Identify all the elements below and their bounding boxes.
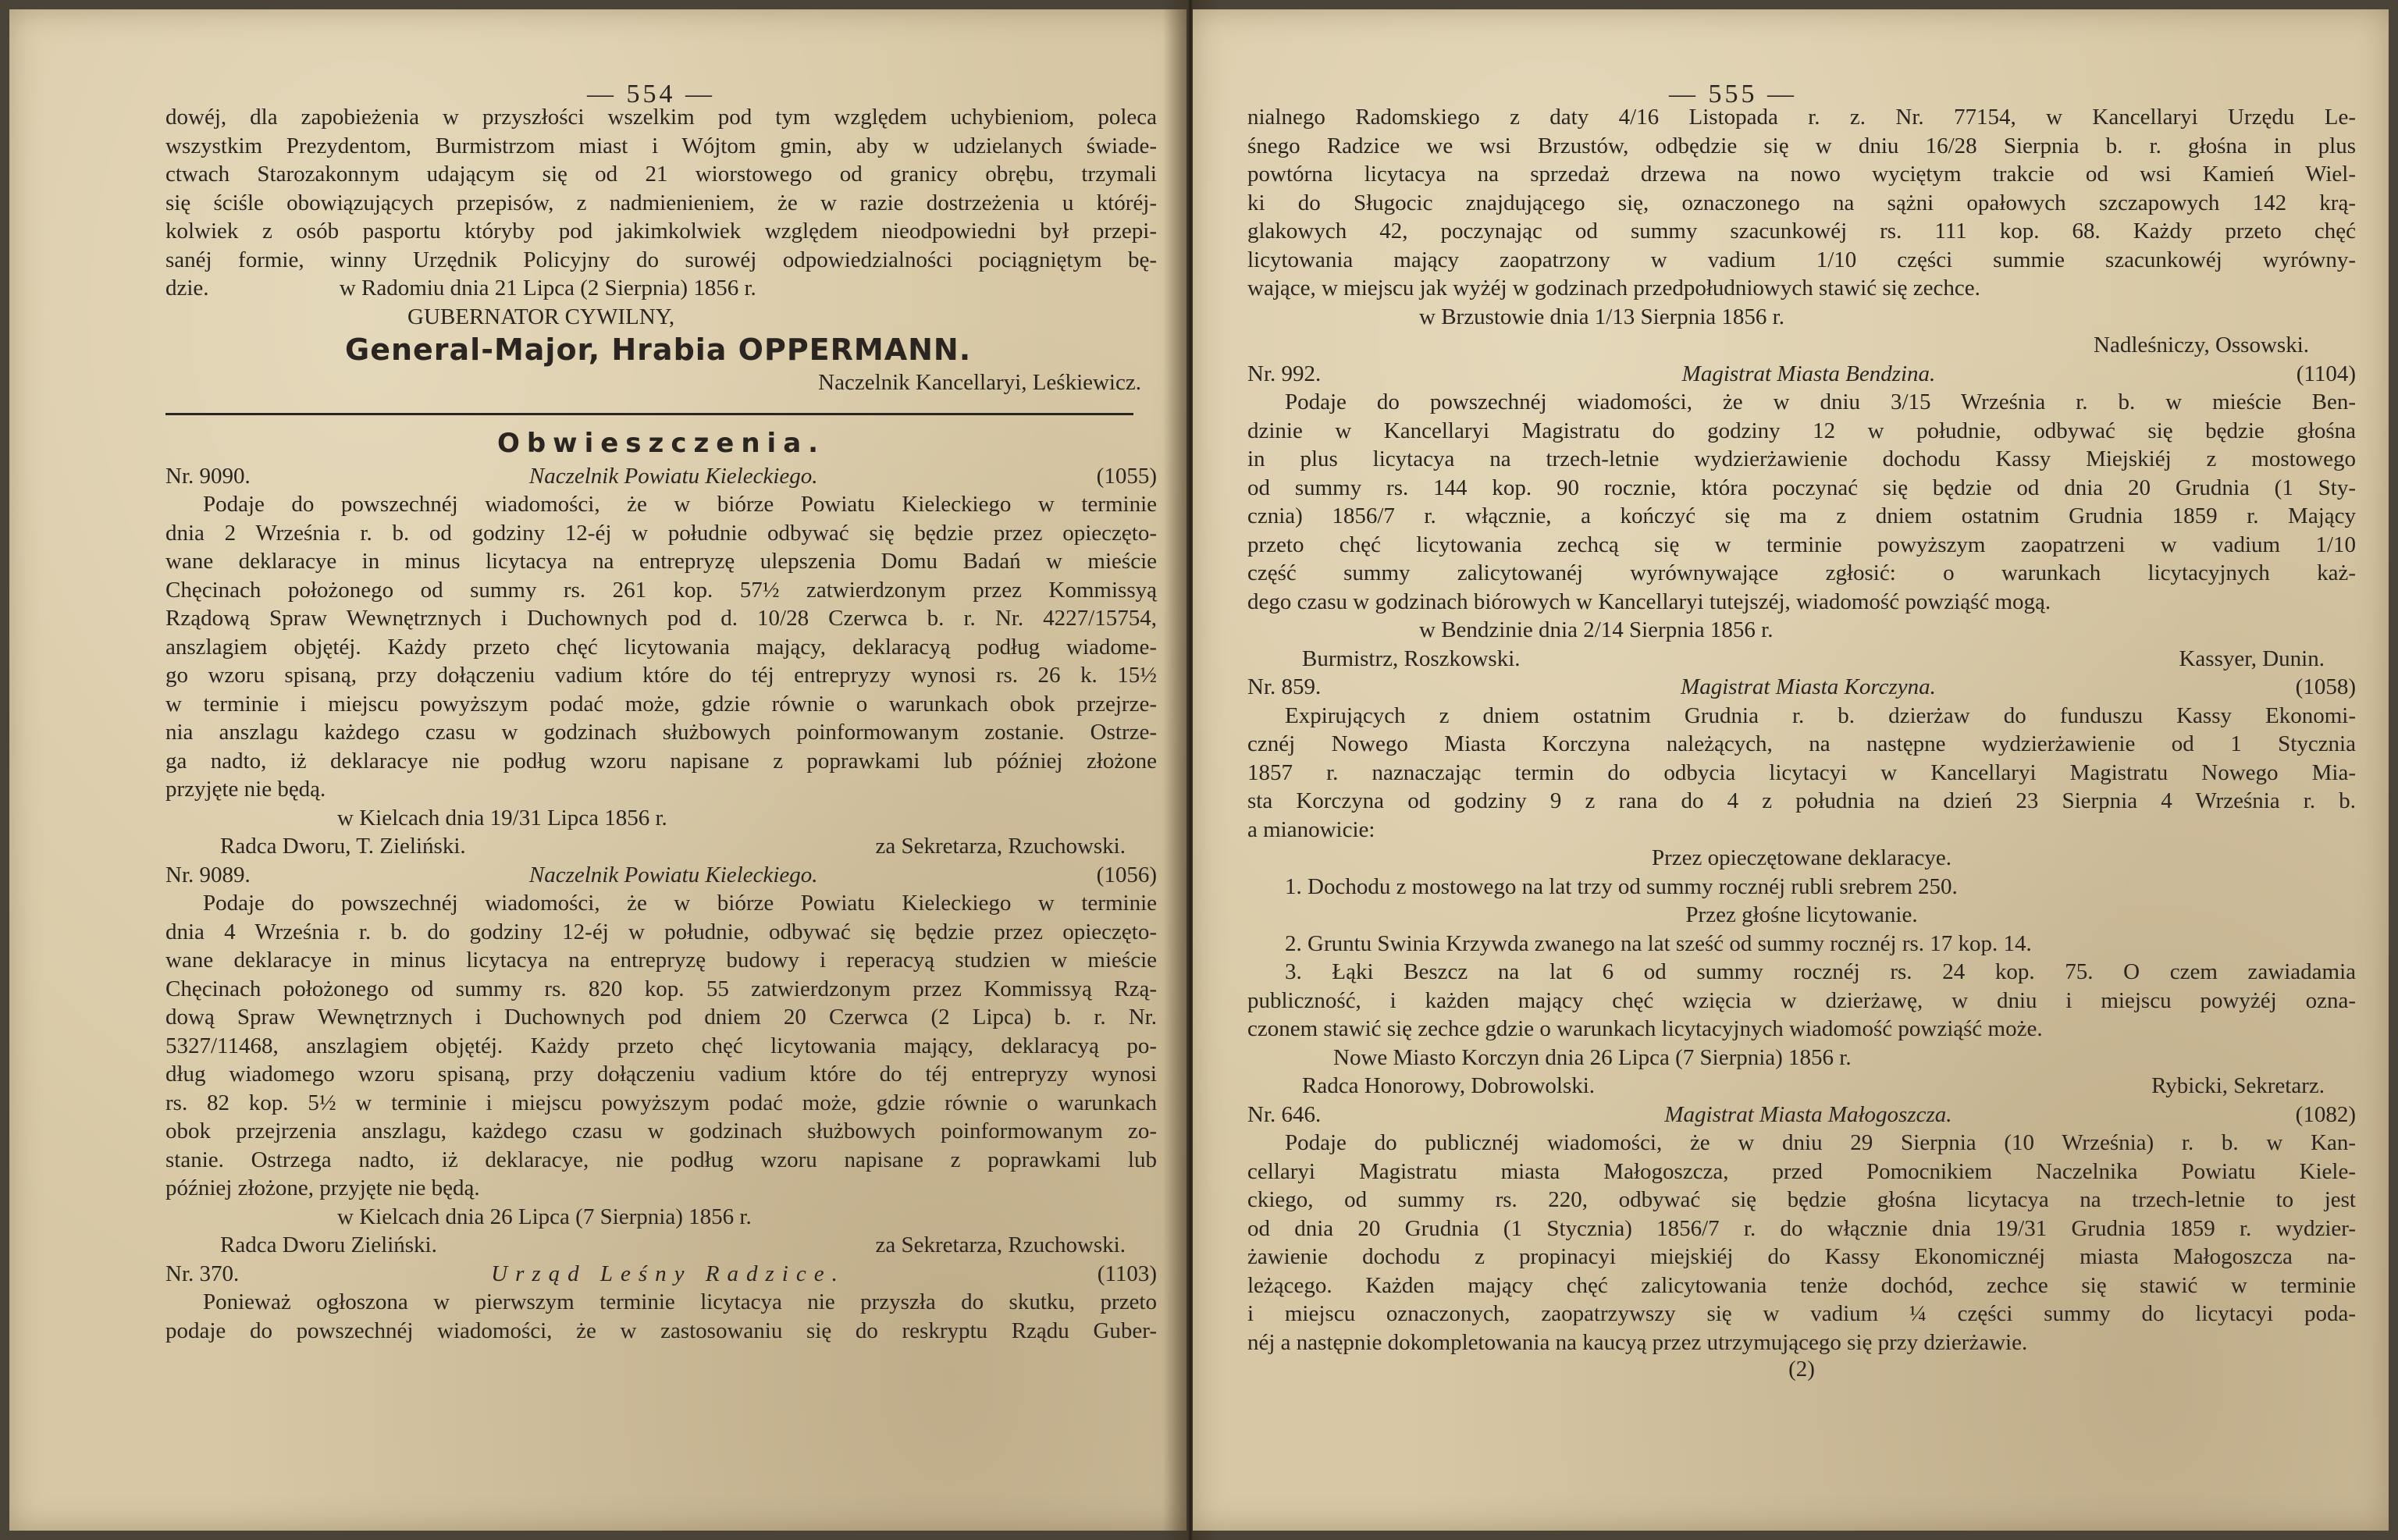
notice-issuer: Magistrat Miasta Korczyna.	[1681, 674, 1936, 699]
text-line: obok przejrzenia anszlagu, każdego czasu w godzinach służbowych poinformowanym zo-	[165, 1119, 1157, 1143]
text-line: żawienie dochodu z propinacyi miejskiéj do Kassy Ekonomicznéj miasta Małogoszcza na-	[1247, 1244, 2356, 1269]
notice-1082	[1247, 1101, 2356, 1357]
notice-1104	[1247, 360, 2356, 674]
text-line: publiczność, i każden mający chęć wzięcia w dzierżawę, w dniu i miejscu powyżéj ozna-	[1247, 987, 2356, 1013]
text-line: Podaje do powszechnéj wiadomości, że w biórze Powiatu Kieleckiego w terminie	[203, 492, 1157, 517]
text-line: Ponieważ ogłoszona w pierwszym terminie licytacya nie przyszła do skutku, przeto	[203, 1289, 1157, 1314]
text-line: nialnego Radomskiego z daty 4/16 Listopada r. z. Nr. 77154, w Kancellaryi Urzędu Le-	[1247, 105, 2356, 130]
text-line: Podaje do publicznéj wiadomości, że w dniu 29 Sierpnia (10 Września) r. b. w Kan-	[1285, 1130, 2356, 1155]
right-page	[1193, 9, 2389, 1531]
text-line: od dnia 20 Grudnia (1 Stycznia) 1856/7 r. do włącznie dnia 19/31 Grudnia 1859 r. wydzier-	[1247, 1215, 2356, 1241]
text-line: cellaryi Magistratu miasta Małogoszcza, przed Pomocnikiem Naczelnika Powiatu Kiele-	[1247, 1158, 2356, 1184]
place-date: w Kielcach dnia 19/31 Lipca 1856 r.	[337, 805, 667, 830]
notice-number: Nr. 859.	[1247, 674, 1322, 699]
forester-signature: Nadleśniczy, Ossowski.	[2094, 333, 2309, 357]
text-line: przeto chęć licytowania zechcą się w terminie powyższym zaopatrzeni w vadium 1/10	[1247, 532, 2356, 557]
text-line: sta Korczyna od godziny 9 z rana do 4 z południa na dzień 23 Sierpnia 4 Września r. b.	[1247, 788, 2356, 813]
text-line: wające, w miejscu jak wyżéj w godzinach przedpołudniowych stawić się zechce.	[1247, 276, 1980, 301]
text-line: néj a następnie dokompletowania na kaucyą przez utrzymującego się przy dzierżawie.	[1247, 1329, 2028, 1355]
list-item: 3. Łąki Beszcz na lat 6 od summy rocznéj rs. 24 kop. 75. O czem zawiadamia	[1285, 959, 2356, 984]
text-line: w terminie i miejscu powyższym podać może, gdzie równie o warunkach obok przejrze-	[165, 691, 1157, 717]
signature-left: Radca Honorowy, Dobrowolski.	[1302, 1073, 1596, 1098]
notice-ref: (1058)	[2295, 674, 2356, 699]
right-page-content	[1247, 103, 2356, 1382]
notice-1055	[165, 462, 1157, 861]
text-line: dzinie w Kancellaryi Magistratu do godziny 12 w południe, odbywać się będzie głośna	[1247, 418, 2356, 443]
notice-number: Nr. 370.	[165, 1261, 240, 1286]
notice-issuer: Urząd Leśny Radzice.	[491, 1261, 845, 1286]
text-line: ckiego, od summy rs. 220, odbywać się będzie głośna licytacya na trzech-letnie to jest	[1247, 1187, 2356, 1212]
text-line: ki do Sługocic znajdującego się, oznaczonego na sążni opałowych szczapowych 142 krą-	[1247, 190, 2356, 215]
list-item: 2. Gruntu Swinia Krzywda zwanego na lat sześć od summy rocznéj rs. 17 kop. 14.	[1285, 930, 2032, 956]
notice-ref: (1056)	[1096, 862, 1157, 887]
text-line: licytowania mający zaopatrzony w vadium 1/10 części summie szacunkowéj wyrówny-	[1247, 247, 2356, 272]
notice-ref: (1082)	[2295, 1101, 2356, 1127]
text-line: stanie. Ostrzega nadto, iż deklaracye, nie podług wzoru napisane z poprawkami lub	[165, 1147, 1157, 1172]
text-line: Expirujących z dniem ostatnim Grudnia r. b. dzierżaw do funduszu Kassy Ekonomi-	[1285, 702, 2356, 728]
text-line: podaje do powszechnéj wiadomości, że w zastosowaniu się do reskryptu Rządu Guber-	[165, 1318, 1157, 1343]
text-line: ga nadto, iż deklaracye nie podług wzoru napisane z poprawkami lub później złożone	[165, 748, 1157, 774]
subheading: Przez głośne licytowanie.	[1685, 902, 1918, 927]
text-line: Podaje do powszechnéj wiadomości, że w dniu 3/15 Września r. b. w mieście Ben-	[1285, 389, 2356, 414]
text-line: później złożone, przyjęte nie będą.	[165, 1175, 480, 1200]
notice-number: Nr. 9089.	[165, 862, 251, 887]
text-line: a mianowicie:	[1247, 816, 1375, 842]
notice-issuer: Magistrat Miasta Bendzina.	[1681, 361, 1936, 386]
text-line: dnia 4 Września r. b. do godziny 12-éj w południe, odbywać się będzie przez opieczęto-	[165, 919, 1157, 944]
notice-header	[165, 861, 1157, 890]
notice-number: Nr. 9090.	[165, 463, 251, 489]
text-line: część summy zalicytowanéj wyrównywające zgłosić: o warunkach licytacyjnych każ-	[1247, 560, 2356, 585]
text-line: rs. 82 kop. 5½ w terminie i miejscu powyższym podać może, gdzie równie o warunkach	[165, 1090, 1157, 1115]
list-item: 1. Dochodu z mostowego na lat trzy od summy rocznéj rubli srebrem 250.	[1285, 873, 1958, 899]
notice-number: Nr. 646.	[1247, 1101, 1322, 1127]
page-number: — 554 —	[587, 80, 715, 108]
notice-issuer: Naczelnik Powiatu Kieleckiego.	[528, 862, 818, 887]
text-line: i miejscu oznaczonych, zaopatrzywszy się w vadium ¼ części summy do licytacyi poda-	[1247, 1301, 2356, 1326]
text-line: wszystkim Prezydentom, Burmistrzom miast i Wójtom gmin, aby w udzielanych świade-	[165, 133, 1157, 158]
left-page	[9, 9, 1187, 1531]
text-line: śnego Radzice we wsi Brzustów, odbędzie się w dniu 16/28 Sierpnia b. r. głośna in plus	[1247, 133, 2356, 158]
notice-1056	[165, 861, 1157, 1260]
top-notice-continuation	[1247, 103, 2356, 360]
text-line: dług wiadomego wzoru spisaną, przy dołączeniu vadium które do téj entrepryzy wynosi	[165, 1062, 1157, 1087]
signature-right: Rybicki, Sekretarz.	[2151, 1073, 2325, 1098]
top-notice-continuation	[165, 103, 1157, 397]
text-line: 5327/11468, anszlagiem objętéj. Każdy przeto chęć licytowania mający, deklaracyą po-	[165, 1033, 1157, 1058]
text-line: anszlagiem objętéj. Każdy przeto chęć licytowania mający, deklaracyą podług wiadome-	[165, 634, 1157, 660]
section-title: Obwieszczenia.	[496, 427, 826, 459]
text-line: Chęcinach położonego od summy rs. 820 kop. 55 zatwierdzonym przez Kommissyą Rzą-	[165, 976, 1157, 1001]
notice-1058	[1247, 673, 2356, 1101]
text-line: wane deklaracye in minus licytacya na entrepryzę ulepszenia Domu Badań w mieście	[165, 549, 1157, 574]
office-title: GUBERNATOR CYWILNY,	[407, 304, 675, 329]
place-date: w Brzustowie dnia 1/13 Sierpnia 1856 r.	[1419, 304, 1784, 329]
page-number: — 555 —	[1669, 80, 1797, 108]
text-line: się ściśle obowiązujących przepisów, z nadmienieniem, że w razie dostrzeżenia u któréj-	[165, 190, 1157, 215]
subheading: Przez opieczętowane deklaracye.	[1651, 845, 1951, 870]
notice-issuer: Naczelnik Powiatu Kieleckiego.	[528, 463, 818, 489]
text-line: wane deklaracye in minus licytacya na entrepryzę budowy i reperacyą studzien w mieście	[165, 948, 1157, 973]
text-line: go wzoru spisaną, przy dołączeniu vadium które do téj entrepryzy wynosi rs. 26 k. 15½	[165, 663, 1157, 688]
text-line: kolwiek z osób pasportu któryby pod jakimkolwiek względem nieodpowiedni był przepi-	[165, 219, 1157, 244]
governor-signature: General-Major, Hrabia OPPERMANN.	[345, 333, 972, 367]
signature-mark: (2)	[1788, 1357, 1815, 1382]
notice-header	[165, 462, 1157, 491]
place-date: Nowe Miasto Korczyn dnia 26 Lipca (7 Sierpnia) 1856 r.	[1333, 1044, 1852, 1070]
signatures	[165, 832, 1157, 861]
text-line: czonem stawić się zechce gdzie o warunkach licytacyjnych wiadomość powziąść może.	[1247, 1016, 2043, 1041]
left-page-content	[165, 103, 1157, 1345]
signature-right: za Sekretarza, Rzuchowski.	[875, 1232, 1126, 1257]
text-line: Podaje do powszechnéj wiadomości, że w biórze Powiatu Kieleckiego w terminie	[203, 891, 1157, 916]
place-date: w Radomiu dnia 21 Lipca (2 Sierpnia) 1856 r.	[339, 276, 756, 301]
text-line: glakowych 42, poczynając od summy szacunkowéj rs. 111 kop. 68. Każdy przeto chęć	[1247, 219, 2356, 244]
signature-right: za Sekretarza, Rzuchowski.	[875, 834, 1126, 859]
text-line: przyjęte nie będą.	[165, 777, 326, 802]
text-line: ctwach Starozakonnym udającym się od 21 wiorstowego od granicy obrębu, trzymali	[165, 162, 1157, 187]
place-date: w Bendzinie dnia 2/14 Sierpnia 1856 r.	[1419, 617, 1774, 642]
notice-header	[1247, 1101, 2356, 1129]
text-line: nia anszlagu każdego czasu w godzinach służbowych poinformowanym zostanie. Ostrze-	[165, 720, 1157, 745]
notice-header	[1247, 673, 2356, 702]
signatures	[1247, 1072, 2356, 1101]
signatures	[165, 1231, 1157, 1260]
text-line: sanéj formie, winny Urzędnik Policyjny do surowéj odpowiedzialności pociągniętym bę-	[165, 247, 1157, 272]
signature-left: Radca Dworu, T. Zieliński.	[220, 834, 466, 859]
signature-right: Kassyer, Dunin.	[2179, 646, 2325, 671]
chancellor-signature: Naczelnik Kancellaryi, Leśkiewicz.	[818, 370, 1141, 395]
place-date: w Kielcach dnia 26 Lipca (7 Sierpnia) 1856 r.	[337, 1204, 752, 1229]
text-line: Chęcinach położonego od summy rs. 261 kop. 57½ zatwierdzonym przez Kommissyą	[165, 577, 1157, 603]
signature-left: Burmistrz, Roszkowski.	[1302, 646, 1521, 671]
text-line: Rządową Spraw Wewnętrznych i Duchownych pod d. 10/28 Czerwca b. r. Nr. 4227/15754,	[165, 606, 1157, 631]
notice-ref: (1055)	[1096, 463, 1157, 489]
notice-ref: (1104)	[2296, 361, 2356, 386]
text-line: dową Spraw Wewnętrznych i Duchownych pod dniem 20 Czerwca (2 Lipca) b. r. Nr.	[165, 1005, 1157, 1030]
text-line: powtórna licytacya na sprzedaż drzewa na nowo wyciętym trakcie od wsi Kamień Wiel-	[1247, 162, 2356, 187]
text-line: in plus licytacya na trzech-letnie wydzierżawienie dochodu Kassy Miejskiéj z mostowego	[1247, 446, 2356, 471]
last-line-with-date	[165, 274, 1157, 303]
text-line: od summy rs. 144 kop. 90 rocznie, która poczynać się będzie od dnia 20 Grudnia (1 Sty-	[1247, 475, 2356, 500]
notice-issuer: Magistrat Miasta Małogoszcza.	[1664, 1101, 1952, 1127]
notice-ref: (1103)	[1097, 1261, 1157, 1286]
text-line: dowéj, dla zapobieżenia w przyszłości wszelkim pod tym względem uchybieniom, poleca	[165, 105, 1157, 130]
notice-header	[165, 1260, 1157, 1289]
signatures	[1247, 645, 2356, 674]
notice-number: Nr. 992.	[1247, 361, 1322, 386]
text-line: dego czasu w godzinach biórowych w Kancellaryi tutejszéj, wiadomość powziąść mogą.	[1247, 589, 2051, 614]
section-divider	[165, 413, 1133, 415]
notice-header	[1247, 360, 2356, 389]
text-line: dnia 2 Września r. b. od godziny 12-éj w południe odbywać się będzie przez opieczęto-	[165, 520, 1157, 546]
text-line: 1857 r. naznaczając termin do odbycia licytacyi w Kancellaryi Magistratu Nowego Mia-	[1247, 759, 2356, 785]
signature-left: Radca Dworu Zieliński.	[220, 1232, 437, 1257]
text-line: cznia) 1856/7 r. włącznie, a kończyć się ma z dniem ostatnim Grudnia 1859 r. Mający	[1247, 503, 2356, 528]
notice-1103	[165, 1260, 1157, 1346]
text-line: leżącego. Każden mający chęć zalicytowania tenże dochód, zechce się stawić w terminie	[1247, 1272, 2356, 1298]
text-line: cznéj Nowego Miasta Korczyna należących, na następne wydzierżawienie od 1 Stycznia	[1247, 731, 2356, 756]
last-word: dzie.	[165, 276, 209, 301]
